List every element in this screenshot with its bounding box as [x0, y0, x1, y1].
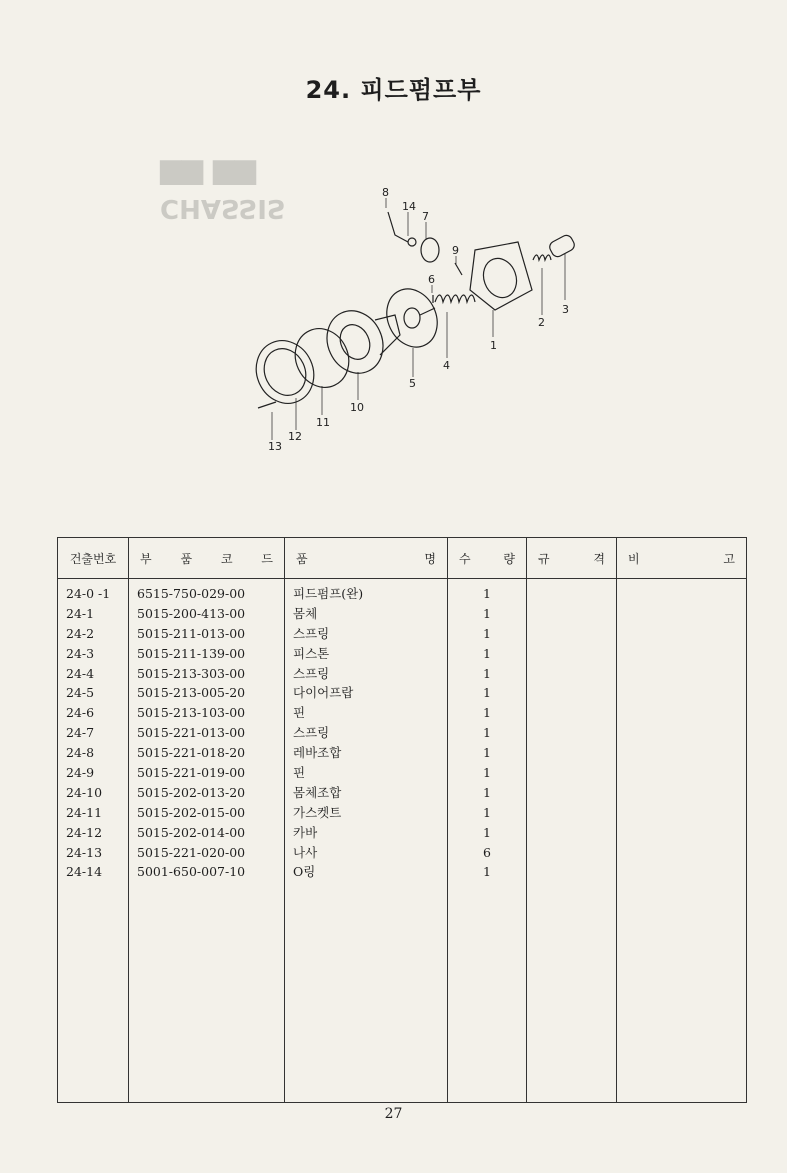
- row-code-cell: 5015-213-005-20: [137, 685, 246, 701]
- row-index-cell: 24-12: [66, 824, 103, 840]
- name-column: [285, 579, 448, 1103]
- row-name-cell: 피스톤: [293, 645, 330, 661]
- row-index-cell: 24-0 -1: [66, 586, 111, 601]
- row-qty-cell: 1: [483, 665, 491, 681]
- note-column: [617, 579, 747, 1103]
- row-name-cell: 핀: [293, 705, 306, 721]
- row-code-cell: 5015-202-015-00: [137, 804, 246, 820]
- qty-column: [448, 579, 527, 1103]
- part-pin-9: [455, 263, 462, 275]
- part-cover: [246, 331, 324, 413]
- row-code-cell: 5015-213-303-00: [137, 665, 246, 681]
- row-qty-cell: 1: [483, 804, 491, 820]
- row-code-cell: 5015-211-013-00: [137, 625, 246, 641]
- row-qty-cell: 1: [483, 645, 491, 661]
- row-qty-cell: 1: [483, 685, 491, 701]
- row-index-cell: 24-10: [66, 784, 103, 800]
- row-code-cell: 5015-221-013-00: [137, 725, 246, 741]
- part-piston: [548, 233, 577, 258]
- exploded-parts-diagram: [150, 150, 620, 460]
- row-qty-cell: 1: [483, 586, 491, 601]
- part-main-body: [470, 242, 532, 310]
- row-name-cell: 몸체: [293, 605, 318, 621]
- row-index-cell: 24-5: [66, 685, 95, 701]
- table-header-row: [58, 538, 747, 579]
- row-index-cell: 24-11: [66, 804, 103, 820]
- callout-6: 6: [428, 273, 435, 286]
- callout-14: 14: [402, 200, 416, 213]
- parts-table: [57, 537, 747, 1103]
- row-name-cell: 나사: [293, 844, 318, 860]
- part-body-assembly: [317, 302, 393, 383]
- row-name-cell: 레바조합: [293, 745, 342, 761]
- callout-8: 8: [382, 186, 389, 199]
- row-qty-cell: 1: [483, 765, 491, 781]
- index-column: [58, 579, 129, 1103]
- row-qty-cell: 1: [483, 784, 491, 800]
- row-qty-cell: 1: [483, 864, 491, 880]
- callout-9: 9: [452, 244, 459, 257]
- row-index-cell: 24-3: [66, 645, 95, 661]
- callout-3: 3: [562, 303, 569, 316]
- spec-column: [527, 579, 617, 1103]
- table-body: [58, 579, 747, 1103]
- header-name: 품 명: [285, 538, 448, 579]
- row-qty-cell: 1: [483, 625, 491, 641]
- part-o-ring: [408, 238, 416, 246]
- row-name-cell: 스프링: [293, 665, 330, 681]
- row-code-cell: 5015-202-013-20: [137, 784, 246, 800]
- header-note: 비 고: [617, 538, 747, 579]
- page-title: 24. 피드펌프부: [305, 76, 482, 104]
- row-name-cell: 카바: [293, 824, 318, 840]
- row-name-cell: 가스켓트: [293, 804, 342, 820]
- row-name-cell: O링: [293, 864, 316, 880]
- callout-13: 13: [268, 440, 282, 453]
- row-index-cell: 24-6: [66, 705, 95, 721]
- row-name-cell: 다이어프랍: [293, 685, 354, 701]
- row-index-cell: 24-13: [66, 844, 103, 860]
- part-spring-7: [421, 238, 439, 262]
- header-index: 건출번호: [58, 538, 129, 579]
- code-column: [129, 579, 285, 1103]
- callout-2: 2: [538, 316, 545, 329]
- row-qty-cell: 1: [483, 605, 491, 621]
- row-code-cell: 5015-211-139-00: [137, 645, 246, 661]
- callout-12: 12: [288, 430, 302, 443]
- header-qty: 수 량: [448, 538, 527, 579]
- part-lever: [388, 212, 408, 242]
- row-name-cell: 피드펌프(완): [293, 586, 364, 601]
- row-index-cell: 24-9: [66, 765, 95, 781]
- row-index-cell: 24-2: [66, 625, 95, 641]
- row-qty-cell: 1: [483, 745, 491, 761]
- header-code: 부 품 코 드: [129, 538, 285, 579]
- bleed-through-text: ▆▆ ▆▆ CHASSIS: [160, 152, 286, 223]
- part-spring-4: [435, 295, 475, 302]
- part-spring-2: [533, 255, 551, 260]
- callout-4: 4: [443, 359, 450, 372]
- row-qty-cell: 1: [483, 824, 491, 840]
- row-code-cell: 5001-650-007-10: [137, 864, 246, 880]
- callout-1: 1: [490, 339, 497, 352]
- row-name-cell: 스프링: [293, 625, 330, 641]
- row-code-cell: 6515-750-029-00: [137, 586, 246, 601]
- callout-5: 5: [409, 377, 416, 390]
- part-diaphragm: [378, 281, 447, 356]
- row-index-cell: 24-4: [66, 665, 95, 681]
- row-qty-cell: 1: [483, 725, 491, 741]
- row-name-cell: 몸체조합: [293, 784, 342, 800]
- row-code-cell: 5015-200-413-00: [137, 605, 246, 621]
- page-number: 27: [384, 1106, 403, 1122]
- row-index-cell: 24-14: [66, 864, 103, 880]
- header-spec: 규 격: [527, 538, 617, 579]
- part-screw: [258, 402, 276, 408]
- callout-11: 11: [316, 416, 330, 429]
- row-qty-cell: 1: [483, 705, 491, 721]
- row-code-cell: 5015-213-103-00: [137, 705, 246, 721]
- row-code-cell: 5015-202-014-00: [137, 824, 246, 840]
- row-qty-cell: 6: [483, 844, 491, 860]
- row-code-cell: 5015-221-018-20: [137, 745, 246, 761]
- part-gasket: [286, 320, 358, 396]
- row-index-cell: 24-1: [66, 605, 95, 621]
- row-code-cell: 5015-221-020-00: [137, 844, 246, 860]
- row-code-cell: 5015-221-019-00: [137, 765, 246, 781]
- row-name-cell: 스프링: [293, 725, 330, 741]
- row-name-cell: 핀: [293, 765, 306, 781]
- row-index-cell: 24-7: [66, 725, 95, 741]
- callout-7: 7: [422, 210, 429, 223]
- callout-10: 10: [350, 401, 364, 414]
- row-index-cell: 24-8: [66, 745, 95, 761]
